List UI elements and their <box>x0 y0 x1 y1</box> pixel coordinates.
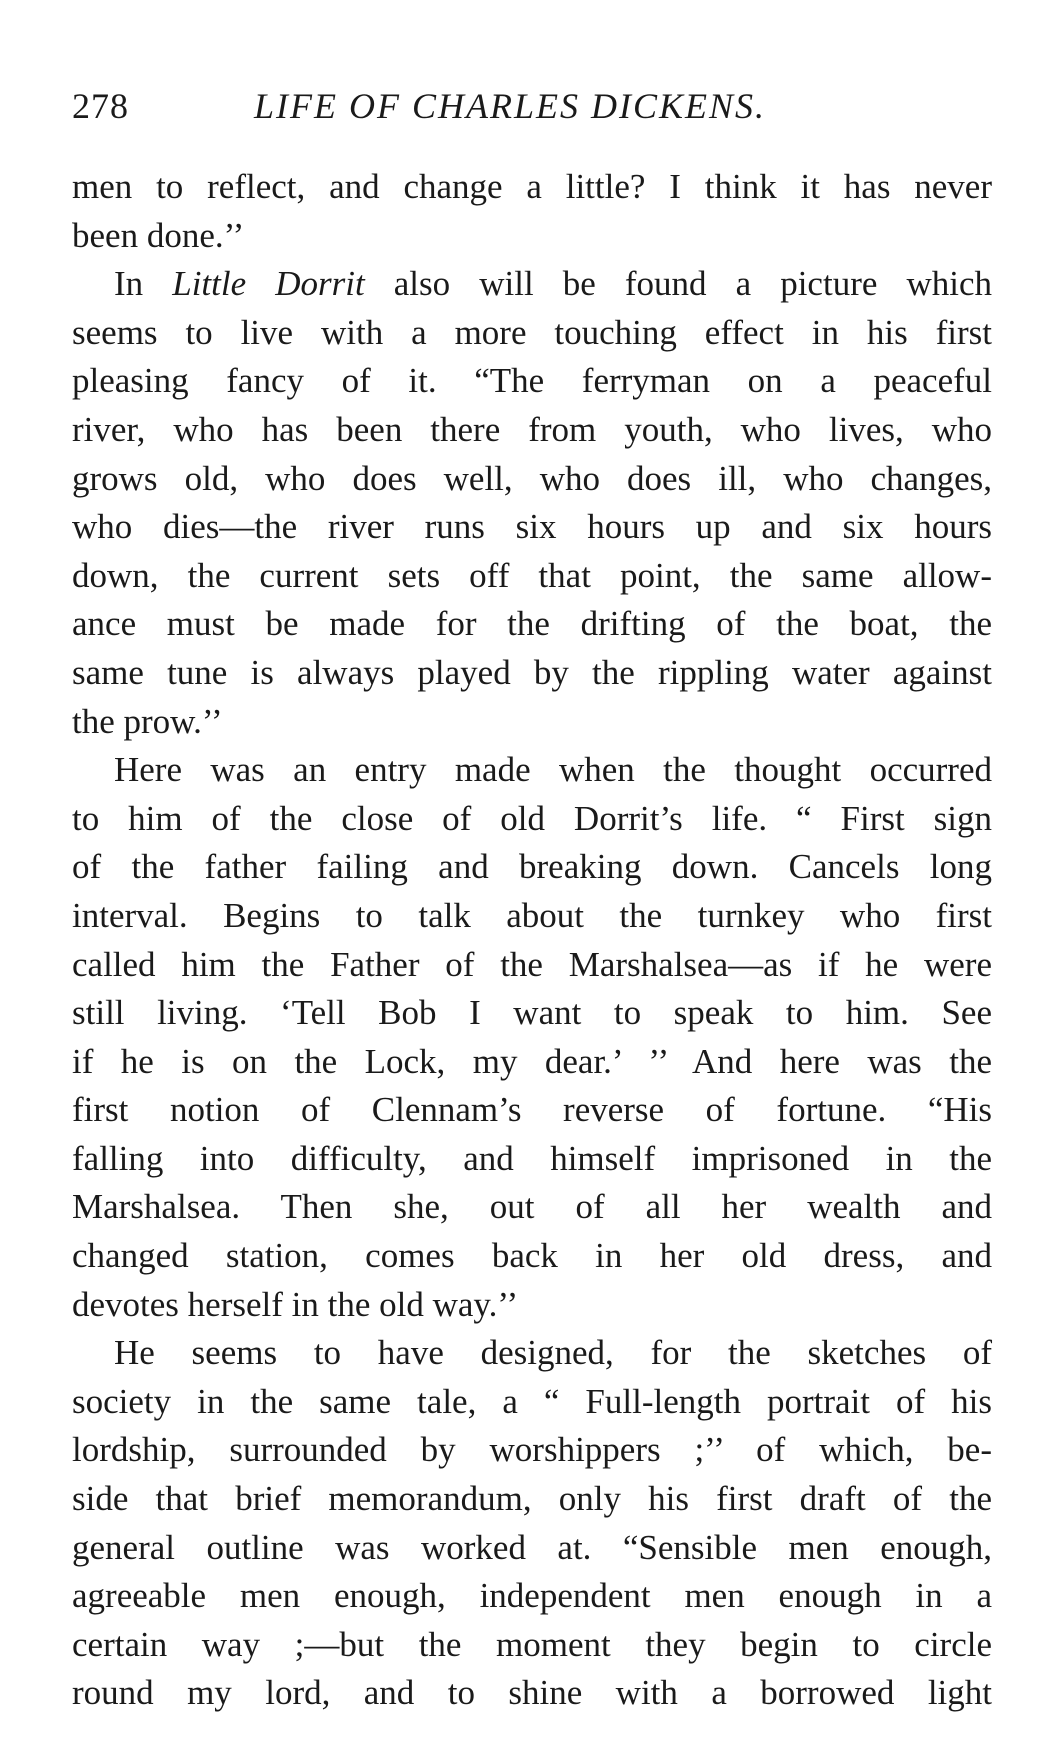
text-segment: seems to live with a more touching effect in his first <box>72 312 992 352</box>
text-line <box>72 1378 992 1427</box>
text-line <box>72 1475 992 1524</box>
text-segment: interval. Begins to talk about the turnkey who first <box>72 895 992 935</box>
text-line <box>72 892 992 941</box>
running-title: LIFE OF CHARLES DICKENS. <box>254 86 766 126</box>
italic-title-text: Little Dorrit <box>172 264 365 304</box>
text-segment: In <box>114 264 173 304</box>
text-line <box>72 503 992 552</box>
text-segment: who dies—the river runs six hours up and six hours <box>72 507 992 547</box>
text-line <box>72 1426 992 1475</box>
text-segment: down, the current sets off that point, the same allow- <box>72 555 992 595</box>
text-segment: been done.’’ <box>72 215 245 255</box>
text-line <box>72 1621 992 1670</box>
text-segment: agreeable men enough, independent men enough in a <box>72 1576 992 1616</box>
text-line <box>72 600 992 649</box>
text-segment: devotes herself in the old way.’’ <box>72 1284 519 1324</box>
page-number: 278 <box>72 86 129 126</box>
text-line <box>72 1086 992 1135</box>
text-line <box>72 1669 992 1718</box>
text-line <box>72 1232 992 1281</box>
text-segment: of the father failing and breaking down. Cancels long <box>72 847 992 887</box>
text-segment: same tune is always played by the rippling water against <box>72 652 992 692</box>
text-segment: river, who has been there from youth, who lives, who <box>72 409 992 449</box>
text-segment: also will be found a picture which <box>364 264 992 304</box>
text-line <box>72 746 992 795</box>
text-line <box>72 698 992 747</box>
text-segment: still living. ‘Tell Bob I want to speak to him. See <box>72 993 992 1033</box>
text-segment: falling into difficulty, and himself imprisoned in the <box>72 1138 992 1178</box>
text-line <box>72 455 992 504</box>
text-segment: He seems to have designed, for the sketches of <box>114 1333 992 1373</box>
text-segment: side that brief memorandum, only his first draft of the <box>72 1479 992 1519</box>
text-line <box>72 941 992 990</box>
text-line <box>72 163 992 212</box>
text-line <box>72 1135 992 1184</box>
text-segment: lordship, surrounded by worshippers ;’’ of which, be- <box>72 1430 992 1470</box>
text-line <box>72 843 992 892</box>
text-segment: ance must be made for the drifting of the boat, the <box>72 604 992 644</box>
text-line <box>72 309 992 358</box>
text-segment: round my lord, and to shine with a borrowed light <box>72 1673 992 1713</box>
text-line <box>72 552 992 601</box>
text-line <box>72 1572 992 1621</box>
text-line <box>72 649 992 698</box>
text-line <box>72 1281 992 1330</box>
text-segment: Marshalsea. Then she, out of all her wealth and <box>72 1187 992 1227</box>
text-line <box>72 1183 992 1232</box>
text-segment: society in the same tale, a “ Full-length portrait of his <box>72 1381 992 1421</box>
running-head <box>72 84 992 128</box>
text-line <box>72 795 992 844</box>
text-line <box>72 1524 992 1573</box>
body-text <box>72 163 992 1718</box>
text-segment: pleasing fancy of it. “The ferryman on a peaceful <box>72 361 992 401</box>
text-segment: grows old, who does well, who does ill, who changes, <box>72 458 992 498</box>
text-segment: Here was an entry made when the thought occurred <box>114 750 992 790</box>
text-segment: called him the Father of the Marshalsea—as if he were <box>72 944 992 984</box>
text-segment: first notion of Clennam’s reverse of fortune. “His <box>72 1090 992 1130</box>
text-line <box>72 357 992 406</box>
text-segment: men to reflect, and change a little? I think it has never <box>72 167 992 206</box>
text-segment: to him of the close of old Dorrit’s life. “ First sign <box>72 798 992 838</box>
text-line <box>72 406 992 455</box>
text-line <box>72 212 992 261</box>
text-segment: the prow.’’ <box>72 701 223 741</box>
text-segment: general outline was worked at. “Sensible men enough, <box>72 1527 992 1567</box>
text-line <box>72 260 992 309</box>
text-line <box>72 989 992 1038</box>
text-segment: certain way ;—but the moment they begin to circle <box>72 1624 992 1664</box>
text-line <box>72 1329 992 1378</box>
text-segment: changed station, comes back in her old dress, and <box>72 1236 992 1276</box>
text-line <box>72 1038 992 1087</box>
text-segment: if he is on the Lock, my dear.’ ’’ And here was the <box>72 1041 992 1081</box>
